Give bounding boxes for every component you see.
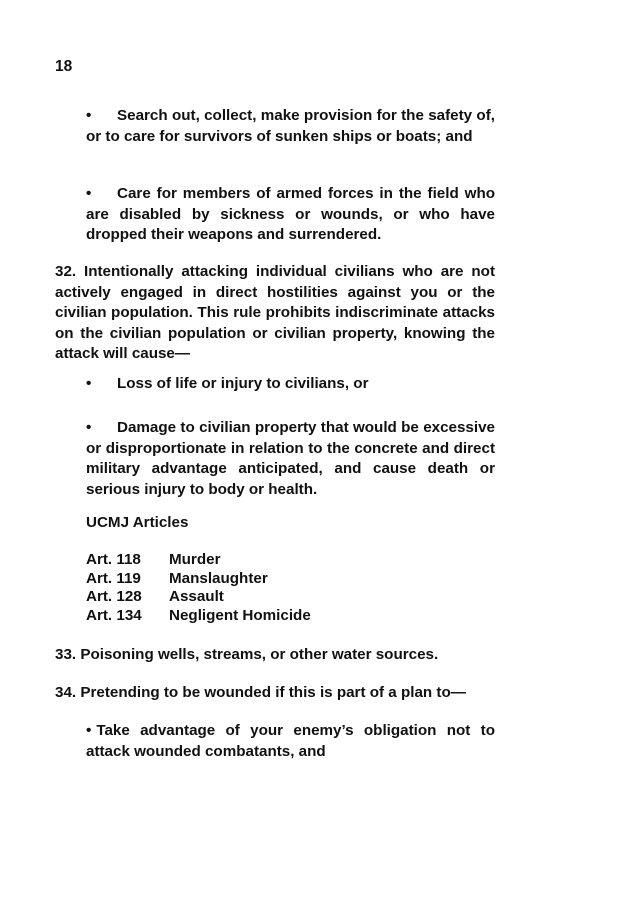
bullet-text: Loss of life or injury to civilians, or [117,375,369,392]
article-offense: Negligent Homicide [169,606,311,624]
bullet-text: Care for members of armed forces in the field who are disabled by sickness or wounds, or who have dropped their weapons and surrendered. [86,185,495,243]
bullet-glyph: • [86,419,92,436]
bullet-glyph: • [86,722,92,739]
article-number: Art. 128 [86,588,142,605]
article-row [86,588,311,607]
bullet-paragraph [86,721,495,762]
article-number: Art. 118 [86,551,141,568]
item-32-paragraph: 32. Intentionally attacking individual civilians who are not actively engaged in direct hostilities against you or the civilian population. This rule prohibits indiscriminate attacks on the civilian population or civilian property, knowing the attack will cause— [55,263,495,362]
bullet-glyph: • [86,375,92,392]
bullet-text: Take advantage of your enemy’s obligation not to attack wounded combatants, and [86,722,495,760]
article-offense: Murder [169,551,221,568]
article-row [86,551,311,570]
article-offense: Manslaughter [169,569,268,587]
bullet-text: Damage to civilian property that would be excessive or disproportionate in relation to the concrete and direct military advantage anticipated, and cause death or serious injury to body or health. [86,419,495,498]
article-offense: Assault [169,588,224,605]
bullet-glyph: • [86,185,92,202]
bullet-paragraph [86,418,495,500]
bullet-paragraph [86,374,495,395]
item-34-paragraph: 34. Pretending to be wounded if this is part of a plan to— [55,684,466,701]
item-33-paragraph: 33. Poisoning wells, streams, or other water sources. [55,646,439,663]
ucmj-articles-table [86,551,311,625]
article-number: Art. 134 [86,606,142,624]
bullet-paragraph [86,184,495,246]
bullet-glyph: • [86,107,92,124]
bullet-text: Search out, collect, make provision for the safety of, or to care for survivors of sunken ships or boats; and [86,107,495,145]
article-number: Art. 119 [86,569,141,587]
article-row [86,607,311,626]
page-number: 18 [55,58,73,75]
article-row [86,570,311,589]
ucmj-articles-heading: UCMJ Articles [86,514,189,531]
bullet-paragraph [86,106,495,147]
